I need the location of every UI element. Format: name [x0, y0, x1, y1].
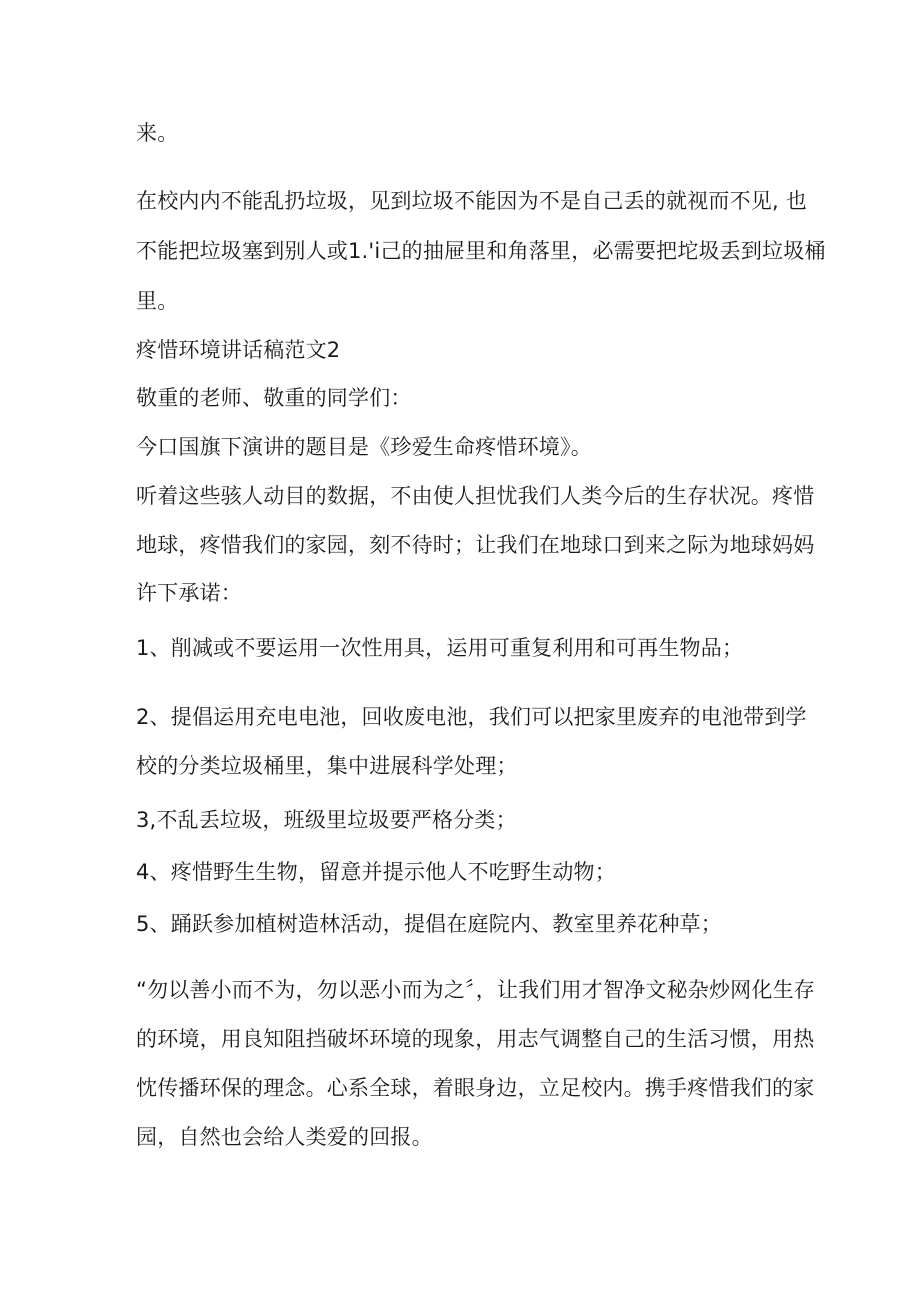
- text-line-1: 来。: [136, 121, 179, 145]
- text-line-10: 许下承诺：: [136, 581, 242, 605]
- text-line-3: 不能把垃圾塞到别人或1.'i己的抽屉里和角落里，必需要把坨圾丢到垃圾桶: [136, 239, 826, 263]
- salutation: 敬重的老师、敬重的同学们：: [136, 386, 412, 410]
- list-item-1: 1、削减或不要运用一次性用具，运用可重复利用和可再生物品；: [136, 636, 744, 660]
- text-line-2: 在校内内不能乱扔垃圾，见到垃圾不能因为不是自己丢的就视而不见, 也: [136, 189, 807, 213]
- text-line-9: 地球，疼惜我们的家园，刻不待时；让我们在地球口到来之际为地球妈妈: [136, 533, 815, 557]
- list-item-2: 2、提倡运用充电电池，回收废电池，我们可以把家里废弃的电池带到学: [136, 705, 807, 729]
- list-item-3: 3,不乱丢垃圾，班级里垃圾要严格分类；: [136, 808, 517, 832]
- text-line-17: “勿以善小而不为，勿以恶小而为之〞，让我们用才智净文秘杂炒网化生存: [136, 978, 815, 1002]
- text-line-4: 里。: [136, 289, 179, 313]
- list-item-4: 4、疼惜野生生物，留意并提示他人不吃野生动物；: [136, 860, 616, 884]
- text-line-7: 今口国旗下演讲的题目是《珍爱生命疼惜环境》。: [136, 435, 592, 459]
- text-line-18: 的环境，用良知阻挡破坏环境的现象，用志气调整自己的生活习惯，用热: [136, 1027, 815, 1051]
- list-item-2-continued: 校的分类垃圾桶里，集中进展科学处理；: [136, 754, 518, 778]
- text-line-20: 园，自然也会给人类爱的回报。: [136, 1125, 433, 1149]
- list-item-5: 5、踊跃参加植树造林活动，提倡在庭院内、教室里养花种草；: [136, 912, 722, 936]
- section-heading: 疼惜环境讲话稿范文2: [136, 338, 341, 362]
- text-line-8: 听着这些骇人动目的数据，不由使人担忧我们人类今后的生存状况。疼惜: [136, 484, 815, 508]
- text-line-19: 忱传播环保的理念。心系全球，着眼身边，立足校内。携手疼惜我们的家: [136, 1076, 815, 1100]
